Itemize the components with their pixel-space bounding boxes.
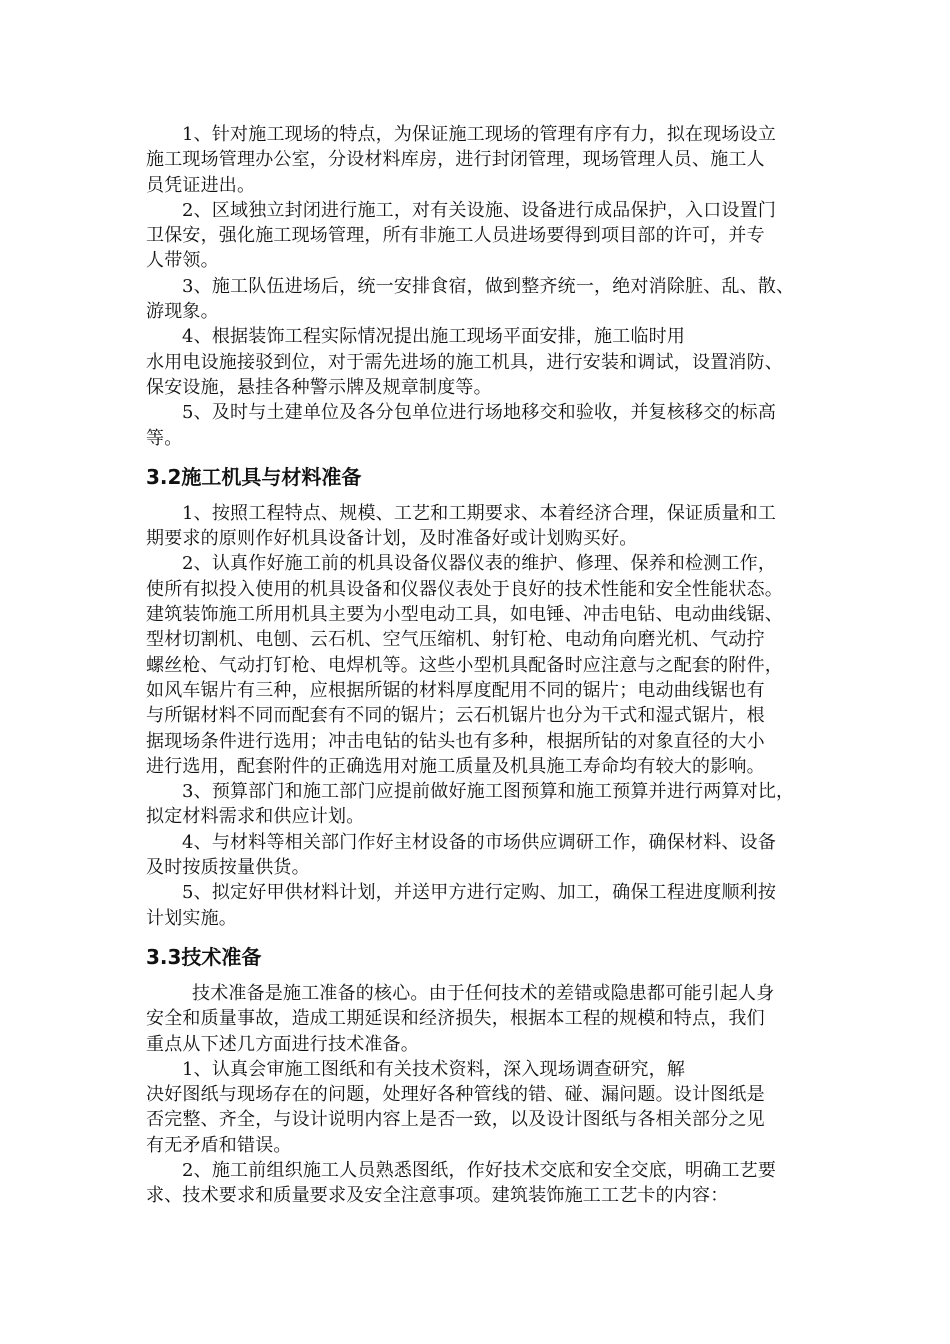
paragraph-line: 及时按质按量供货。 — [146, 857, 310, 879]
paragraph-line: 有无矛盾和错误。 — [146, 1134, 292, 1156]
paragraph-line: 拟定材料需求和供应计划。 — [146, 806, 365, 828]
paragraph-line: 使所有拟投入使用的机具设备和仪器仪表处于良好的技术性能和安全性能状态。 — [146, 578, 783, 600]
paragraph-line: 进行选用，配套附件的正确选用对施工质量及机具施工寿命均有较大的影响。 — [146, 755, 765, 777]
paragraph-line: 求、技术要求和质量要求及安全注意事项。建筑装饰施工工艺卡的内容： — [146, 1185, 729, 1207]
paragraph-line: 期要求的原则作好机具设备计划，及时准备好或计划购买好。 — [146, 528, 638, 550]
paragraph-line: 卫保安，强化施工现场管理，所有非施工人员进场要得到项目部的许可，并专 — [146, 225, 765, 247]
paragraph-line: 螺丝枪、气动打钉枪、电焊机等。这些小型机具配备时应注意与之配套的附件， — [146, 654, 783, 676]
paragraph-line: 2、区域独立封闭进行施工，对有关设施、设备进行成品保护，入口设置门 — [182, 199, 777, 221]
site-management-section — [146, 122, 816, 451]
paragraph-line: 1、认真会审施工图纸和有关技术资料，深入现场调查研究，解 — [182, 1058, 686, 1080]
paragraph-line: 技术准备是施工准备的核心。由于任何技术的差错或隐患都可能引起人身 — [192, 982, 775, 1004]
paragraph-line: 2、施工前组织施工人员熟悉图纸，作好技术交底和安全交底，明确工艺要 — [182, 1159, 777, 1181]
equipment-materials-section — [146, 501, 816, 931]
paragraph-line: 3、施工队伍进场后，统一安排食宿，做到整齐统一，绝对消除脏、乱、散、 — [182, 275, 795, 297]
paragraph-line: 重点从下述几方面进行技术准备。 — [146, 1033, 419, 1055]
section-heading-3-2: 3.2施工机具与材料准备 — [146, 464, 362, 489]
paragraph-line: 施工现场管理办公室，分设材料库房，进行封闭管理，现场管理人员、施工人 — [146, 149, 765, 171]
section-heading-3-3: 3.3技术准备 — [146, 944, 262, 969]
paragraph-line: 计划实施。 — [146, 907, 237, 929]
paragraph-line: 据现场条件进行选用；冲击电钻的钻头也有多种，根据所钻的对象直径的大小 — [146, 730, 765, 752]
document-page — [146, 122, 816, 1209]
paragraph-line: 1、针对施工现场的特点，为保证施工现场的管理有序有力，拟在现场设立 — [182, 124, 777, 145]
paragraph-line: 安全和质量事故，造成工期延误和经济损失，根据本工程的规模和特点，我们 — [146, 1008, 765, 1030]
paragraph-line: 4、根据装饰工程实际情况提出施工现场平面安排，施工临时用 — [182, 326, 686, 348]
paragraph-line: 水用电设施接驳到位，对于需先进场的施工机具，进行安装和调试，设置消防、 — [146, 351, 783, 373]
paragraph-line: 否完整、齐全，与设计说明内容上是否一致，以及设计图纸与各相关部分之见 — [146, 1109, 765, 1131]
paragraph-line: 保安设施，悬挂各种警示牌及规章制度等。 — [146, 376, 492, 398]
paragraph-line: 5、拟定好甲供材料计划，并送甲方进行定购、加工，确保工程进度顺利按 — [182, 882, 777, 904]
paragraph-line: 如风车锯片有三种，应根据所锯的材料厚度配用不同的锯片；电动曲线锯也有 — [146, 679, 765, 701]
paragraph-line: 人带领。 — [146, 250, 219, 272]
paragraph-line: 1、按照工程特点、规模、工艺和工期要求、本着经济合理，保证质量和工 — [182, 502, 777, 524]
paragraph-line: 游现象。 — [146, 301, 219, 323]
paragraph-line: 与所锯材料不同而配套有不同的锯片；云石机锯片也分为干式和湿式锯片，根 — [146, 705, 765, 727]
paragraph-line: 型材切割机、电刨、云石机、空气压缩机、射钉枪、电动角向磨光机、气动拧 — [146, 629, 765, 651]
paragraph-line: 3、预算部门和施工部门应提前做好施工图预算和施工预算并进行两算对比， — [182, 781, 795, 803]
paragraph-line: 决好图纸与现场存在的问题，处理好各种管线的错、碰、漏问题。设计图纸是 — [146, 1084, 765, 1106]
technical-preparation-section — [146, 981, 816, 1209]
paragraph-line: 5、及时与土建单位及各分包单位进行场地移交和验收，并复核移交的标高 — [182, 402, 777, 424]
paragraph-line: 2、认真作好施工前的机具设备仪器仪表的维护、修理、保养和检测工作， — [182, 553, 777, 575]
paragraph-line: 等。 — [146, 427, 183, 449]
paragraph-line: 员凭证进出。 — [146, 174, 256, 196]
paragraph-line: 4、与材料等相关部门作好主材设备的市场供应调研工作，确保材料、设备 — [182, 831, 777, 853]
paragraph-line: 建筑装饰施工所用机具主要为小型电动工具，如电锤、冲击电钻、电动曲线锯、 — [146, 604, 783, 626]
